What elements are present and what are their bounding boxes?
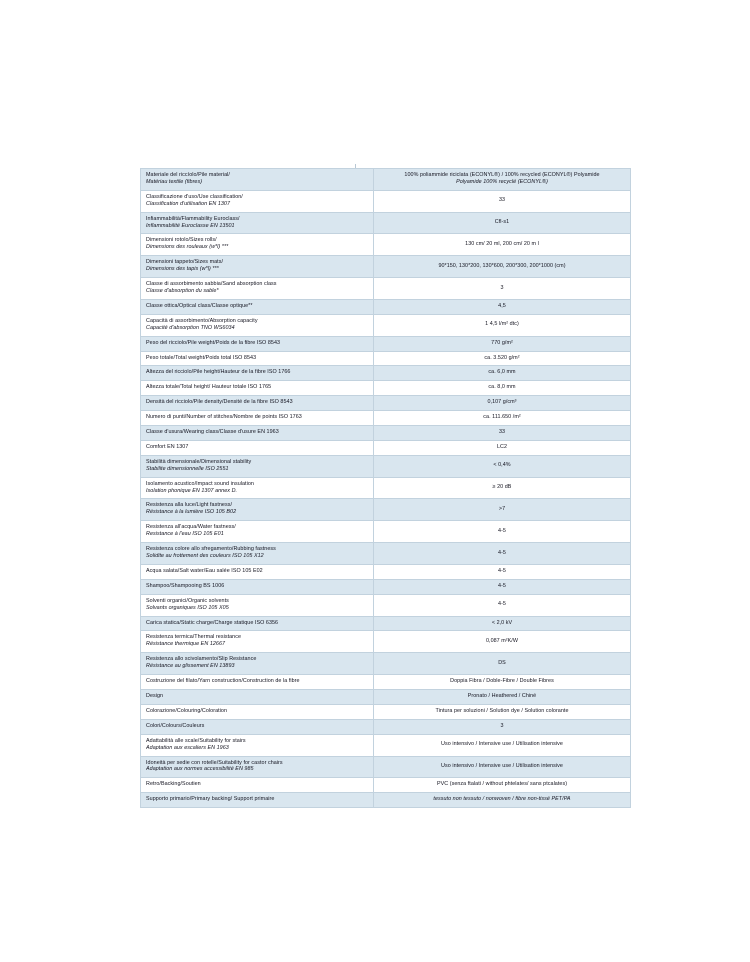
table-row-value	[374, 734, 631, 756]
label-line: Classe d'usura/Wearing class/Classe d'usure EN 1963	[146, 429, 279, 436]
table-row-label	[141, 440, 374, 455]
table-row-label	[141, 734, 374, 756]
value-line: Pronato / Heathered / Chiné	[467, 692, 537, 699]
table-row-label	[141, 616, 374, 631]
label-line: Résistance thermique EN 12667	[146, 641, 226, 648]
table-row-value	[374, 564, 631, 579]
table-row-label	[141, 719, 374, 734]
table-row	[141, 381, 631, 396]
table-row-label	[141, 521, 374, 543]
table-row	[141, 521, 631, 543]
label-line: Stabilità dimensionale/Dimensional stability	[146, 458, 252, 465]
label-line: Dimensioni tappeto/Sizes mats/	[146, 259, 224, 266]
label-line: Shampoo/Shampooing BS 1006	[146, 582, 225, 589]
value-line: 130 cm/ 20 ml, 200 cm/ 20 m l	[465, 240, 539, 247]
label-line: Colorazione/Colouring/Coloration	[146, 707, 228, 714]
table-row-value	[374, 778, 631, 793]
label-line: Adaptation aux escaliers EN 1963	[146, 744, 229, 751]
table-row	[141, 543, 631, 565]
table-row-value	[374, 411, 631, 426]
table-row	[141, 212, 631, 234]
table-row-label	[141, 256, 374, 278]
table-row	[141, 336, 631, 351]
value-line: 90*150, 130*200, 130*600, 200*300, 200*1000 (cm)	[438, 262, 566, 269]
table-row-label	[141, 234, 374, 256]
value-line: 4-5	[498, 567, 506, 574]
value-line: 3	[500, 722, 504, 729]
table-row-label	[141, 212, 374, 234]
label-line: Acqua salata/Salt water/Eau salée ISO 105 E02	[146, 567, 263, 574]
value-line: Polyamide 100% recyclé (ECONYL®)	[456, 178, 548, 185]
table-row-value	[374, 521, 631, 543]
label-line: Resistenza colore allo sfregamento/Rubbing fastness	[146, 546, 276, 553]
table-row-value	[374, 234, 631, 256]
table-row-value	[374, 278, 631, 300]
table-row-value	[374, 579, 631, 594]
value-line: 4-5	[498, 582, 506, 589]
label-line: Altezza del ricciolo/Pile height/Hauteur de la fibre ISO 1766	[146, 369, 291, 376]
table-row	[141, 411, 631, 426]
label-line: Peso totale/Total weight/Poids total ISO 8543	[146, 354, 257, 361]
label-line: Infiammabilità/Flammability Euroclass/	[146, 215, 240, 222]
value-line: 4-5	[498, 549, 506, 556]
label-line: Numero di punti/Number of stitches/Nombre de points ISO 1763	[146, 414, 302, 421]
table-row-value	[374, 594, 631, 616]
table-row-label	[141, 351, 374, 366]
value-line: 770 g/m²	[491, 339, 513, 346]
table-row-value	[374, 256, 631, 278]
value-line: 4-5	[498, 601, 506, 608]
value-line: 3	[500, 284, 504, 291]
table-row-value	[374, 190, 631, 212]
label-line: Solvants organiques ISO 105 X05	[146, 604, 229, 611]
table-row-label	[141, 455, 374, 477]
table-row-value	[374, 169, 631, 191]
value-line: < 0,4%	[493, 462, 511, 469]
label-line: Matériau textile (fibres)	[146, 178, 203, 185]
table-row	[141, 616, 631, 631]
table-row-value	[374, 299, 631, 314]
value-line: 4-5	[498, 527, 506, 534]
label-line: Peso del ricciolo/Pile weight/Poids de la fibre ISO 8543	[146, 339, 281, 346]
table-row-value	[374, 689, 631, 704]
table-row-label	[141, 778, 374, 793]
value-line: 33	[498, 429, 506, 436]
label-line: Resistenza allo scivolamento/Slip Resistance	[146, 656, 257, 663]
table-row	[141, 314, 631, 336]
table-row-label	[141, 594, 374, 616]
label-line: Solidite au frottement des couleurs ISO 105 X12	[146, 553, 264, 559]
value-line: 33	[498, 197, 506, 204]
table-row	[141, 169, 631, 191]
table-row-value	[374, 499, 631, 521]
table-row	[141, 351, 631, 366]
label-line: Capacité d'absorption TNO WS6034	[146, 324, 235, 331]
table-row	[141, 426, 631, 441]
label-line: Classe ottica/Optical class/Classe optique**	[146, 302, 253, 309]
label-line: Inflammabilité Euroclasse EN 13501	[146, 222, 235, 229]
value-line: 4,5	[498, 302, 506, 309]
table-row-value	[374, 336, 631, 351]
label-line: Dimensions des rouleaux (w*l) ***	[146, 244, 229, 251]
value-line: ≥ 20 dB	[492, 484, 512, 491]
table-row-label	[141, 366, 374, 381]
value-line: 100% poliammide riciclata (ECONYL®) / 100% recycled (ECONYL®) Polyamide	[404, 172, 600, 178]
table-row-label	[141, 411, 374, 426]
table-row-label	[141, 278, 374, 300]
table-row	[141, 778, 631, 793]
table-row	[141, 256, 631, 278]
table-row	[141, 190, 631, 212]
table-row-value	[374, 704, 631, 719]
label-line: Résistance au glissement EN 13893	[146, 663, 235, 670]
table-row-label	[141, 314, 374, 336]
table-row-label	[141, 169, 374, 191]
label-line: Résistance à la lumière ISO 105 B02	[146, 509, 237, 516]
table-row	[141, 440, 631, 455]
specification-table	[140, 168, 631, 808]
table-row-label	[141, 543, 374, 565]
value-line: tessuto non tessuto / nonwoven / fibre non-tissé PET/PA	[433, 796, 571, 803]
value-line: ca. 8,0 mm	[488, 384, 516, 391]
table-row-value	[374, 440, 631, 455]
table-row	[141, 793, 631, 808]
table-row-label	[141, 190, 374, 212]
table-row	[141, 396, 631, 411]
table-row-label	[141, 704, 374, 719]
table-row-value	[374, 455, 631, 477]
label-line: Capacità di assorbimento/Absorption capacity	[146, 317, 258, 324]
table-row-value	[374, 543, 631, 565]
label-line: Isolamento acustico/Impact sound insulation	[146, 480, 254, 487]
table-row-value	[374, 314, 631, 336]
table-row	[141, 675, 631, 690]
table-row-value	[374, 396, 631, 411]
label-line: Resistenza all'acqua/Water fastness/	[146, 524, 236, 531]
table-row-value	[374, 675, 631, 690]
table-row-label	[141, 381, 374, 396]
value-line: Doppia Fibra / Doble-Fibre / Double Fibres	[450, 678, 554, 685]
table-row-label	[141, 499, 374, 521]
label-line: Materiale del riccíolo/Pile material/	[146, 172, 230, 178]
table-row	[141, 477, 631, 499]
label-line: Supporto primario/Primary backing/ Support primaire	[146, 796, 275, 803]
specification-table-body	[141, 169, 631, 808]
label-line: Stabilite dimensionnelle ISO 2551	[146, 465, 229, 472]
table-row	[141, 631, 631, 653]
table-row-value	[374, 653, 631, 675]
label-line: Colori/Colours/Couleurs	[146, 722, 205, 729]
table-row	[141, 653, 631, 675]
value-line: ca. 6,0 mm	[488, 369, 516, 376]
value-line: ca. 111.650 /m²	[483, 414, 521, 421]
value-line: ca. 3.520 g/m²	[484, 354, 520, 361]
label-line: Classificazione d'uso/Use classification/	[146, 193, 243, 200]
table-row	[141, 499, 631, 521]
table-row	[141, 366, 631, 381]
value-line: 0,087 m²K/W	[485, 637, 518, 644]
table-row	[141, 564, 631, 579]
label-line: Costruzione del filato/Yarn construction/Construction de la fibre	[146, 678, 300, 685]
label-line: Resistance à l'eau ISO 105 E01	[146, 531, 224, 538]
table-row-value	[374, 366, 631, 381]
table-row-value	[374, 719, 631, 734]
table-row-label	[141, 756, 374, 778]
value-line: Uso intensivo / Intensive use / Utilisation intensive	[441, 762, 563, 769]
label-line: Resistenza termica/Thermal resistance	[146, 634, 242, 641]
table-row-label	[141, 579, 374, 594]
table-row	[141, 278, 631, 300]
table-row	[141, 704, 631, 719]
table-row-label	[141, 336, 374, 351]
label-line: Resistenza alla luce/Light fastness/	[146, 502, 232, 509]
table-row-value	[374, 212, 631, 234]
table-row-label	[141, 396, 374, 411]
value-line: Cfl-s1	[494, 219, 510, 226]
table-row-value	[374, 756, 631, 778]
label-line: Carica statica/Static charge/Charge statique ISO 6356	[146, 619, 279, 626]
label-line: Dimensioni rotolo/Sizes rolls/	[146, 237, 217, 244]
table-row-value	[374, 426, 631, 441]
table-row	[141, 299, 631, 314]
label-line: Classification d'utilisation EN 1307	[146, 200, 231, 207]
value-line: < 2,0 kV	[491, 619, 513, 626]
table-row-value	[374, 381, 631, 396]
label-line: Densità del ricciolo/Pile density/Densité de la fibre ISO 8543	[146, 399, 293, 406]
table-row-value	[374, 793, 631, 808]
value-line: Tintura per soluzioni / Solution dye / Solution colorante	[435, 707, 569, 714]
value-line: PVC (senza ftalati / without phtelates/ sans ptcalates)	[436, 781, 568, 788]
label-line: Classe di assorbimento sabbia/Sand absorption class	[146, 281, 277, 288]
table-row-value	[374, 477, 631, 499]
label-line: Altezza totale/Total height/ Hauteur totale ISO 1765	[146, 384, 272, 391]
value-line: Uso intensivo / Intensive use / Utilisation intensive	[441, 741, 563, 748]
value-line: >7	[498, 505, 506, 512]
label-line: Idoneità per sedie con rotelle/Suitability for castor chairs	[146, 759, 283, 766]
table-row-value	[374, 351, 631, 366]
label-line: Design	[146, 692, 164, 699]
value-line: DS	[498, 659, 506, 666]
label-line: Comfort EN 1307	[146, 443, 189, 450]
table-row-label	[141, 689, 374, 704]
table-row	[141, 719, 631, 734]
label-line: Adattabilità alle scale/Suitability for stairs	[146, 737, 246, 744]
label-line: Classe d'absorption du sable*	[146, 287, 219, 294]
table-row	[141, 734, 631, 756]
table-row-value	[374, 616, 631, 631]
table-row-label	[141, 564, 374, 579]
label-line: Solventi organici/Organic solvents	[146, 597, 229, 604]
table-row	[141, 594, 631, 616]
table-row-label	[141, 631, 374, 653]
label-line: Dimensions des tapis (w*l) ***	[146, 266, 219, 273]
table-row	[141, 455, 631, 477]
table-row-label	[141, 675, 374, 690]
table-row-label	[141, 426, 374, 441]
value-line: 1 4,5 l/m² dtc)	[485, 321, 519, 328]
table-row	[141, 234, 631, 256]
value-line: LC2	[496, 443, 508, 450]
table-row	[141, 756, 631, 778]
table-row-label	[141, 793, 374, 808]
table-row-label	[141, 477, 374, 499]
label-line: Adaptation aux normes accessibilité EN 985	[146, 766, 254, 773]
value-line: 0,107 g/cm³	[487, 399, 517, 406]
table-row	[141, 579, 631, 594]
table-row	[141, 689, 631, 704]
table-row-value	[374, 631, 631, 653]
table-row-label	[141, 299, 374, 314]
label-line: Isolation phonique EN 1307 annex D.	[146, 487, 238, 494]
label-line: Retro/Backing/Soutien	[146, 781, 201, 788]
table-row-label	[141, 653, 374, 675]
